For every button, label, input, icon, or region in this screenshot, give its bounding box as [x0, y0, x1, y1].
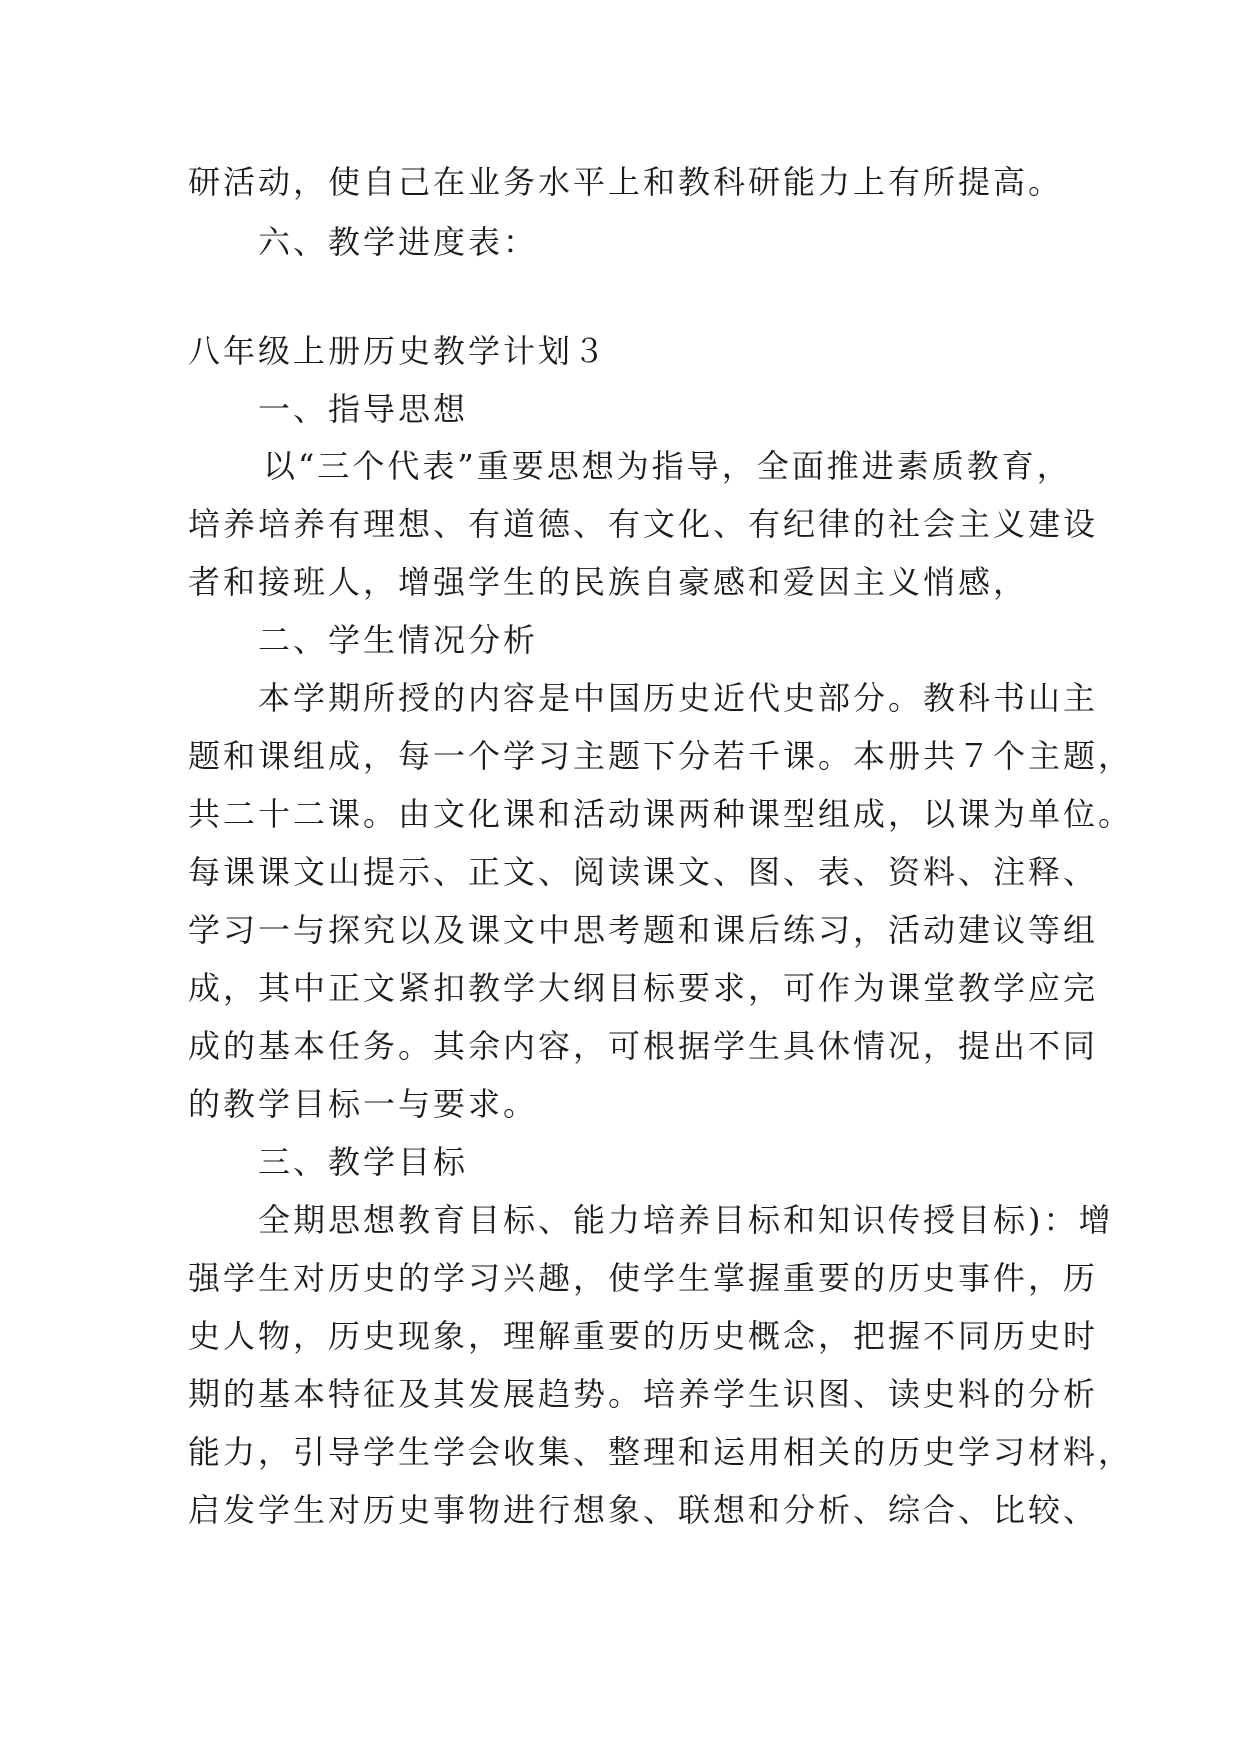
paragraph-line: 每课课文山提示、正文、阅读课文、图、表、资料、注释、: [188, 853, 1099, 891]
paragraph-line: 题和课组成，每一个学习主题下分若千课。本册共７个主题，: [188, 737, 1134, 775]
paragraph-line: 成，其中正文紧扣教学大纲目标要求，可作为课堂教学应完: [188, 969, 1099, 1007]
paragraph-line: 能力，引导学生学会收集、整理和运用相关的历史学习材料，: [188, 1433, 1134, 1471]
section-heading: 三、教学目标: [258, 1143, 469, 1181]
paragraph-line: 以“三个代表”重要思想为指导，全面推进素质教育，: [263, 447, 1072, 485]
paragraph-line: 启发学生对历史事物进行想象、联想和分析、综合、比较、: [188, 1491, 1099, 1529]
paragraph-line: 培养培养有理想、有道德、有文化、有纪律的社会主义建设: [188, 505, 1099, 543]
section-heading: 一、指导思想: [258, 390, 469, 428]
section-heading: 二、学生情况分析: [258, 621, 539, 659]
paragraph-line: 共二十二课。由文化课和活动课两种课型组成，以课为单位。: [188, 795, 1134, 833]
paragraph-line: 史人物，历史现象，理解重要的历史概念，把握不同历史时: [188, 1317, 1099, 1355]
document-title: 八年级上册历史教学计划３: [188, 332, 609, 370]
paragraph-line: 期的基本特征及其发展趋势。培养学生识图、读史料的分析: [188, 1375, 1099, 1413]
paragraph-line: 全期思想教育目标、能力培养目标和知识传授目标)：增: [258, 1201, 1114, 1239]
paragraph-line: 的教学目标一与要求。: [188, 1085, 539, 1123]
paragraph-line: 研活动，使自己在业务水平上和教科研能力上有所提高。: [188, 163, 1064, 201]
paragraph-line: 本学期所授的内容是中国历史近代史部分。教科书山主: [258, 679, 1099, 717]
paragraph-line: 强学生对历史的学习兴趣，使学生掌握重要的历史事件，历: [188, 1259, 1099, 1297]
paragraph-line: 学习一与探究以及课文中思考题和课后练习，活动建议等组: [188, 911, 1099, 949]
section-heading: 六、教学进度表：: [258, 223, 539, 261]
paragraph-line: 成的基本任务。其余内容，可根据学生具休情况，提出不同: [188, 1027, 1099, 1065]
paragraph-line: 者和接班人，增强学生的民族自豪感和爱因主义悄感，: [188, 563, 1029, 601]
